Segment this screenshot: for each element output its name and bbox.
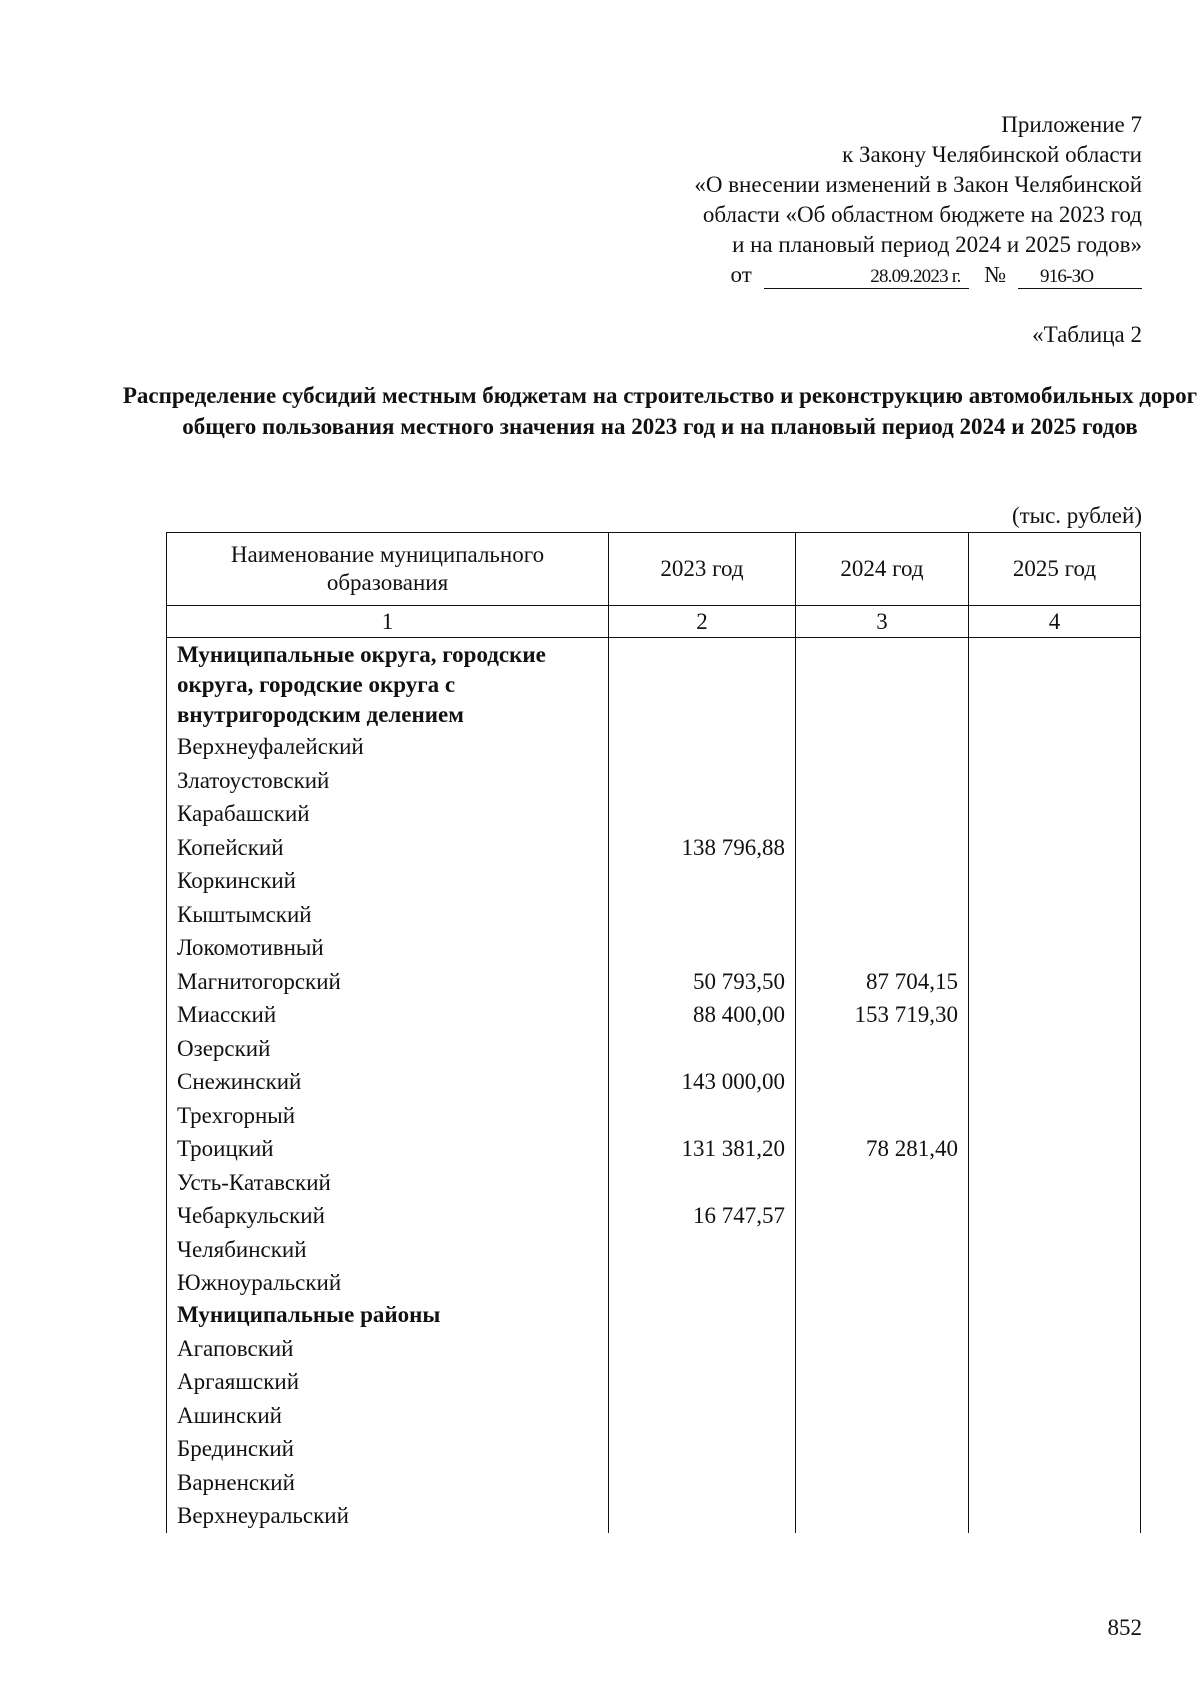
column-number: 1: [167, 606, 609, 638]
appendix-line-2: к Закону Челябинской области: [842, 142, 1142, 167]
value-2024: [796, 1266, 969, 1300]
value-2023: [609, 1332, 796, 1366]
value-2024: [796, 1300, 969, 1332]
column-number: 2: [609, 606, 796, 638]
value-2024: [796, 1099, 969, 1133]
document-title: Распределение субсидий местным бюджетам на строительство и реконструкцию автомобильных дорог общего пользования местного значения на 2023 год и на плановый период 2024 и 2025 годов: [122, 383, 1198, 439]
table-group-row: [167, 638, 1141, 731]
value-2025: [969, 998, 1141, 1032]
value-2025: [969, 730, 1141, 764]
municipality-name: Златоустовский: [167, 764, 609, 798]
law-number: 916-ЗО: [1018, 266, 1142, 289]
value-2024: [796, 1032, 969, 1066]
table-row: [167, 1233, 1141, 1267]
value-2024: [796, 1065, 969, 1099]
header-2023: 2023 год: [609, 533, 796, 606]
municipality-name: Верхнеуфалейский: [167, 730, 609, 764]
value-2023: 88 400,00: [609, 998, 796, 1032]
value-2024: [796, 1499, 969, 1533]
value-2023: [609, 1099, 796, 1133]
municipality-name: Миасский: [167, 998, 609, 1032]
table-row: [167, 730, 1141, 764]
value-2023: [609, 1032, 796, 1066]
value-2023: [609, 864, 796, 898]
table-row: [167, 1332, 1141, 1366]
municipality-name: Аргаяшский: [167, 1365, 609, 1399]
table-group-row: [167, 1300, 1141, 1332]
table-row: [167, 1032, 1141, 1066]
value-2025: [969, 1099, 1141, 1133]
appendix-line-3: «О внесении изменений в Закон Челябинской: [694, 172, 1142, 197]
municipality-name: Снежинский: [167, 1065, 609, 1099]
units-label: (тыс. рублей): [1011, 503, 1142, 528]
table-row: [167, 931, 1141, 965]
value-2024: [796, 898, 969, 932]
table-row: [167, 1166, 1141, 1200]
municipality-name: Чебаркульский: [167, 1199, 609, 1233]
table-body: [167, 638, 1141, 1533]
appendix-line-1: Приложение 7: [1001, 112, 1142, 137]
municipality-name: Варненский: [167, 1466, 609, 1500]
value-2023: 50 793,50: [609, 965, 796, 999]
value-2024: [796, 1365, 969, 1399]
municipality-name: Карабашский: [167, 797, 609, 831]
value-2024: [796, 1399, 969, 1433]
value-2025: [969, 1432, 1141, 1466]
value-2023: [609, 638, 796, 731]
value-2025: [969, 1499, 1141, 1533]
value-2023: [609, 898, 796, 932]
value-2024: [796, 764, 969, 798]
table-row: [167, 1266, 1141, 1300]
value-2025: [969, 831, 1141, 865]
table-row: [167, 864, 1141, 898]
subsidies-table: [166, 532, 1141, 1533]
municipality-name: Брединский: [167, 1432, 609, 1466]
appendix-line-5: и на плановый период 2024 и 2025 годов»: [732, 232, 1142, 257]
value-2023: 143 000,00: [609, 1065, 796, 1099]
table-row: [167, 1199, 1141, 1233]
value-2023: 131 381,20: [609, 1132, 796, 1166]
table-row: [167, 1365, 1141, 1399]
value-2023: [609, 1399, 796, 1433]
value-2024: 78 281,40: [796, 1132, 969, 1166]
table-row: [167, 1065, 1141, 1099]
municipality-name: Кыштымский: [167, 898, 609, 932]
value-2024: [796, 931, 969, 965]
value-2025: [969, 1065, 1141, 1099]
value-2025: [969, 764, 1141, 798]
value-2024: [796, 1166, 969, 1200]
value-2024: 87 704,15: [796, 965, 969, 999]
value-2023: 16 747,57: [609, 1199, 796, 1233]
table-row: [167, 1099, 1141, 1133]
value-2023: [609, 1300, 796, 1332]
value-2025: [969, 1466, 1141, 1500]
column-number: 3: [796, 606, 969, 638]
municipality-name: Муниципальные округа, городские округа, городские округа с внутригородским делением: [167, 638, 609, 731]
value-2025: [969, 1199, 1141, 1233]
value-2025: [969, 898, 1141, 932]
value-2023: [609, 797, 796, 831]
column-number: 4: [969, 606, 1141, 638]
municipality-name: Магнитогорский: [167, 965, 609, 999]
page-number: 852: [1107, 1615, 1142, 1640]
table-row: [167, 998, 1141, 1032]
municipality-name: Челябинский: [167, 1233, 609, 1267]
law-date: 28.09.2023 г.: [764, 266, 969, 289]
municipality-name: Трехгорный: [167, 1099, 609, 1133]
date-prefix: от: [730, 262, 752, 287]
value-2023: [609, 1466, 796, 1500]
municipality-name: Муниципальные районы: [167, 1300, 609, 1332]
municipality-name: Южноуральский: [167, 1266, 609, 1300]
table-label: «Таблица 2: [1032, 322, 1142, 347]
municipality-name: Ашинский: [167, 1399, 609, 1433]
table-row: [167, 1132, 1141, 1166]
municipality-name: Локомотивный: [167, 931, 609, 965]
law-signature-line: [602, 260, 1142, 290]
column-number-row: [167, 606, 1141, 638]
value-2024: 153 719,30: [796, 998, 969, 1032]
appendix-line-4: области «Об областном бюджете на 2023 год: [702, 202, 1142, 227]
value-2023: [609, 1432, 796, 1466]
value-2025: [969, 1300, 1141, 1332]
table-row: [167, 764, 1141, 798]
value-2024: [796, 1199, 969, 1233]
table-row: [167, 1499, 1141, 1533]
municipality-name: Усть-Катавский: [167, 1166, 609, 1200]
header-municipality: Наименование муниципального образования: [167, 533, 609, 606]
table-row: [167, 797, 1141, 831]
value-2025: [969, 864, 1141, 898]
value-2025: [969, 1266, 1141, 1300]
number-sign: №: [984, 262, 1007, 287]
value-2024: [796, 797, 969, 831]
table-row: [167, 1466, 1141, 1500]
value-2024: [796, 1466, 969, 1500]
value-2023: [609, 1365, 796, 1399]
value-2024: [796, 864, 969, 898]
value-2024: [796, 730, 969, 764]
value-2024: [796, 638, 969, 731]
value-2025: [969, 1132, 1141, 1166]
table-row: [167, 831, 1141, 865]
value-2025: [969, 1399, 1141, 1433]
table-header-row: [167, 533, 1141, 606]
value-2024: [796, 831, 969, 865]
value-2023: [609, 1266, 796, 1300]
municipality-name: Копейский: [167, 831, 609, 865]
value-2024: [796, 1432, 969, 1466]
value-2023: [609, 764, 796, 798]
value-2025: [969, 1032, 1141, 1066]
table-row: [167, 1432, 1141, 1466]
value-2025: [969, 1233, 1141, 1267]
value-2023: 138 796,88: [609, 831, 796, 865]
value-2025: [969, 1166, 1141, 1200]
value-2025: [969, 638, 1141, 731]
table-row: [167, 965, 1141, 999]
header-2024: 2024 год: [796, 533, 969, 606]
value-2023: [609, 1233, 796, 1267]
municipality-name: Троицкий: [167, 1132, 609, 1166]
value-2025: [969, 931, 1141, 965]
municipality-name: Озерский: [167, 1032, 609, 1066]
value-2025: [969, 1332, 1141, 1366]
table-row: [167, 1399, 1141, 1433]
municipality-name: Агаповский: [167, 1332, 609, 1366]
municipality-name: Коркинский: [167, 864, 609, 898]
value-2025: [969, 965, 1141, 999]
value-2024: [796, 1332, 969, 1366]
value-2023: [609, 1499, 796, 1533]
appendix-heading: [602, 110, 1142, 290]
value-2023: [609, 1166, 796, 1200]
header-2025: 2025 год: [969, 533, 1141, 606]
value-2025: [969, 797, 1141, 831]
municipality-name: Верхнеуральский: [167, 1499, 609, 1533]
value-2025: [969, 1365, 1141, 1399]
value-2024: [796, 1233, 969, 1267]
value-2023: [609, 730, 796, 764]
table-row: [167, 898, 1141, 932]
value-2023: [609, 931, 796, 965]
